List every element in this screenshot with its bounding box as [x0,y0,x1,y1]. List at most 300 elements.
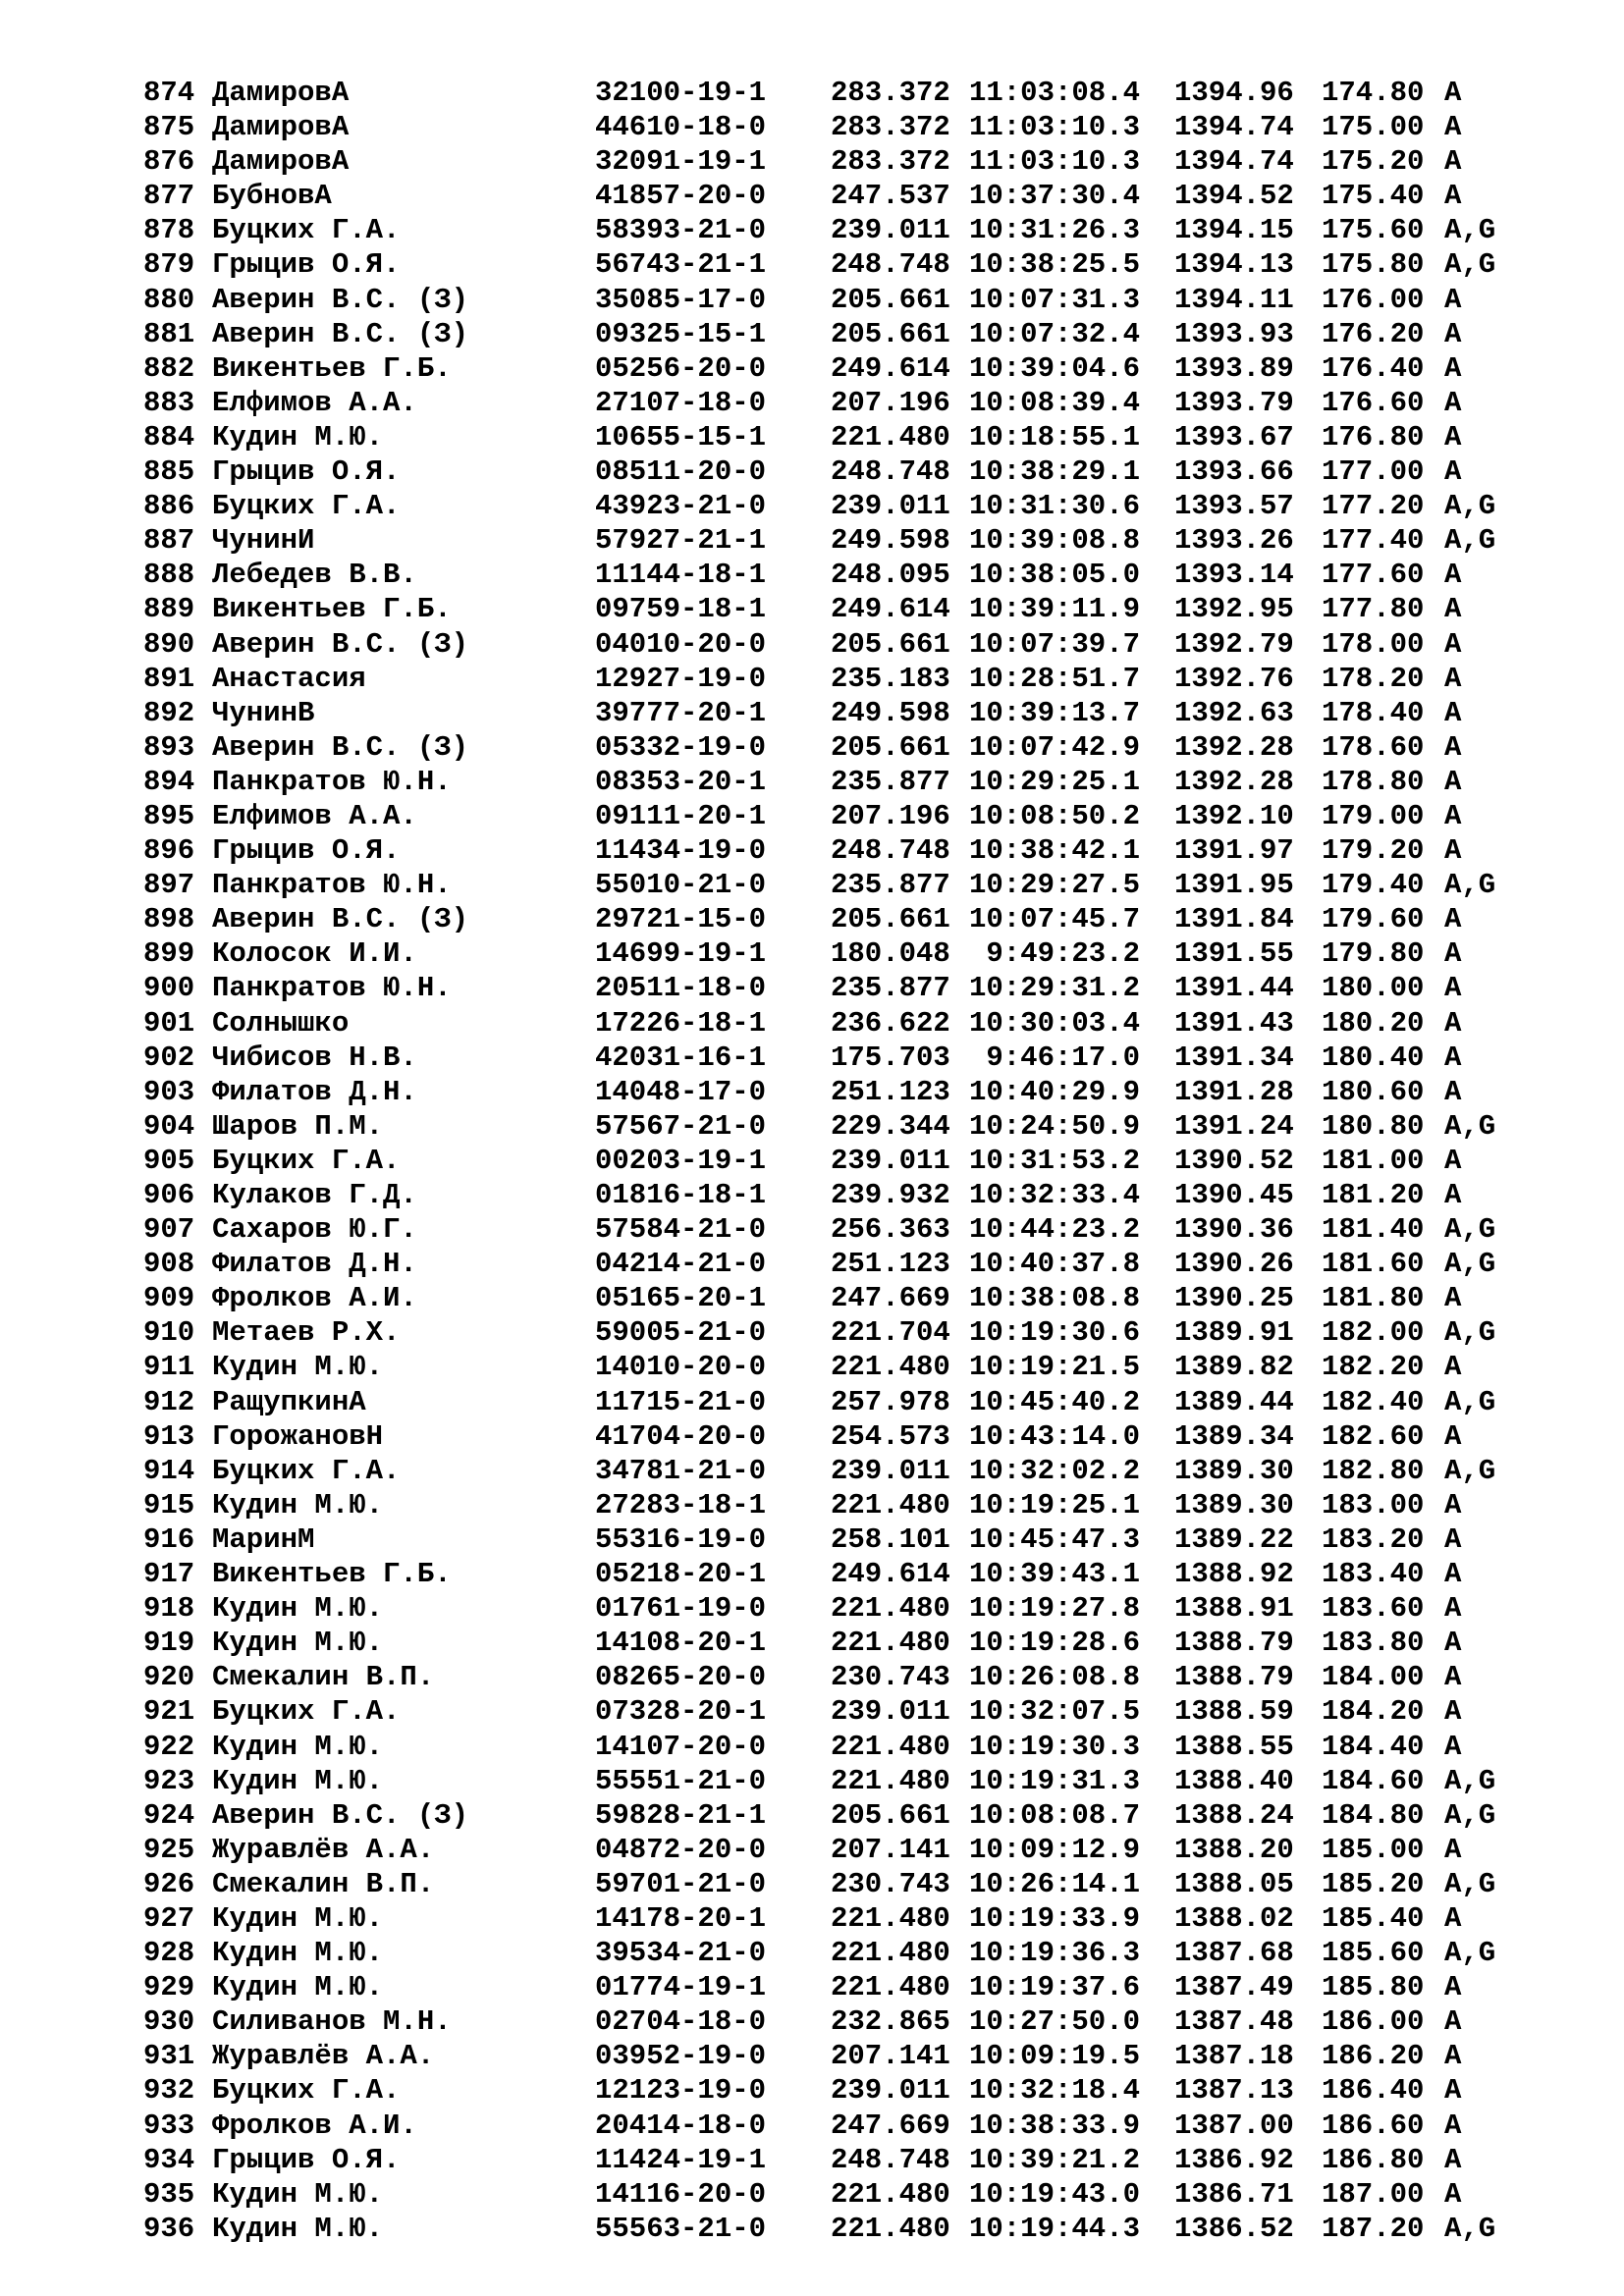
value-column-3: 181.00 [1322,1144,1425,1177]
participant-name: ДамировА [212,145,350,179]
table-row [143,317,1538,351]
record-id: 05218-20-1 [595,1558,767,1591]
flag-value: A [1444,559,1462,592]
table-row [143,1075,1538,1109]
row-number: 879 [143,248,195,282]
participant-name: РащупкинА [212,1385,366,1418]
value-column-1: 235.877 [831,972,950,1005]
table-row [143,1454,1538,1488]
table-row [143,1350,1538,1384]
value-column-2: 1391.97 [1174,834,1294,868]
participant-name: Лебедев В.В. [212,559,417,592]
row-number: 908 [143,1248,195,1281]
value-column-3: 182.60 [1322,1419,1425,1453]
value-column-1: 248.748 [831,455,950,489]
flag-value: A [1444,593,1462,626]
participant-name: Колосок И.И. [212,937,417,971]
value-column-2: 1387.49 [1174,1971,1294,2004]
value-column-2: 1388.91 [1174,1592,1294,1626]
participant-name: Аверин В.С. (З) [212,627,469,661]
value-column-2: 1392.63 [1174,696,1294,729]
row-number: 894 [143,765,195,798]
table-row [143,1730,1538,1764]
flag-value: A [1444,1006,1462,1040]
value-column-1: 236.622 [831,1006,950,1040]
record-id: 17226-18-1 [595,1006,767,1040]
record-id: 01816-18-1 [595,1179,767,1211]
time-value: 10:39:13.7 [968,696,1140,729]
value-column-1: 205.661 [831,1798,950,1832]
record-id: 05332-19-0 [595,730,767,764]
time-value: 10:30:03.4 [968,1006,1140,1040]
value-column-2: 1388.55 [1174,1730,1294,1763]
time-value: 10:43:14.0 [968,1419,1140,1453]
flag-value: A [1444,903,1462,936]
participant-name: ДамировА [212,111,350,144]
time-value: 10:38:42.1 [968,834,1140,868]
value-column-2: 1393.26 [1174,524,1294,558]
participant-name: Кудин М.Ю. [212,2177,384,2211]
value-column-1: 229.344 [831,1109,950,1143]
table-row [143,627,1538,662]
value-column-2: 1393.66 [1174,455,1294,489]
participant-name: Анастасия [212,662,366,695]
participant-name: Кудин М.Ю. [212,1351,384,1384]
participant-name: Смекалин В.П. [212,1661,435,1694]
time-value: 10:31:53.2 [968,1144,1140,1177]
record-id: 27107-18-0 [595,386,767,419]
time-value: 10:19:33.9 [968,1901,1140,1935]
value-column-1: 205.661 [831,317,950,350]
value-column-3: 174.80 [1322,77,1425,109]
value-column-3: 185.80 [1322,1971,1425,2004]
value-column-1: 221.480 [831,1488,950,1522]
participant-name: ЧунинВ [212,696,315,729]
value-column-2: 1391.28 [1174,1075,1294,1108]
value-column-2: 1392.95 [1174,593,1294,626]
flag-value: A [1444,1592,1462,1626]
record-id: 14178-20-1 [595,1901,767,1935]
value-column-3: 185.40 [1322,1901,1425,1935]
value-column-2: 1389.44 [1174,1385,1294,1418]
table-row [143,2177,1538,2212]
value-column-1: 230.743 [831,1867,950,1900]
value-column-1: 207.196 [831,799,950,832]
value-column-3: 179.80 [1322,937,1425,971]
participant-name: Викентьев Г.Б. [212,593,452,626]
value-column-3: 186.60 [1322,2109,1425,2142]
participant-name: Аверин В.С. (З) [212,1798,469,1832]
time-value: 10:32:02.2 [968,1454,1140,1487]
row-number: 934 [143,2143,195,2176]
value-column-1: 248.748 [831,2143,950,2176]
value-column-1: 235.183 [831,662,950,695]
record-id: 14048-17-0 [595,1075,767,1108]
row-number: 935 [143,2177,195,2211]
time-value: 10:19:27.8 [968,1592,1140,1626]
value-column-3: 178.60 [1322,730,1425,764]
time-value: 10:32:33.4 [968,1179,1140,1211]
flag-value: A,G [1444,1385,1496,1418]
value-column-1: 205.661 [831,627,950,661]
time-value: 10:26:08.8 [968,1661,1140,1694]
time-value: 10:44:23.2 [968,1213,1140,1247]
value-column-2: 1392.28 [1174,765,1294,798]
row-number: 920 [143,1661,195,1694]
row-number: 881 [143,317,195,350]
value-column-2: 1387.48 [1174,2005,1294,2039]
value-column-3: 183.80 [1322,1627,1425,1660]
row-number: 922 [143,1730,195,1763]
time-value: 10:19:36.3 [968,1937,1140,1970]
results-listing [143,76,1538,2246]
value-column-1: 239.932 [831,1179,950,1211]
value-column-3: 175.60 [1322,214,1425,247]
value-column-3: 177.20 [1322,490,1425,523]
record-id: 12123-19-0 [595,2074,767,2108]
table-row [143,1385,1538,1419]
time-value: 9:49:23.2 [986,937,1140,971]
value-column-2: 1390.45 [1174,1179,1294,1211]
value-column-3: 176.20 [1322,317,1425,350]
flag-value: A [1444,1558,1462,1591]
value-column-1: 205.661 [831,903,950,936]
row-number: 904 [143,1109,195,1143]
time-value: 10:07:32.4 [968,317,1140,350]
value-column-3: 180.60 [1322,1075,1425,1108]
flag-value: A [1444,420,1462,454]
row-number: 913 [143,1419,195,1453]
table-row [143,213,1538,247]
table-row [143,1833,1538,1867]
participant-name: ДамировА [212,77,350,109]
record-id: 08353-20-1 [595,765,767,798]
value-column-1: 247.669 [831,1282,950,1315]
record-id: 11715-21-0 [595,1385,767,1418]
value-column-3: 178.20 [1322,662,1425,695]
row-number: 919 [143,1627,195,1660]
value-column-3: 178.80 [1322,765,1425,798]
value-column-2: 1389.34 [1174,1419,1294,1453]
flag-value: A [1444,1075,1462,1108]
participant-name: Филатов Д.Н. [212,1075,417,1108]
table-row [143,799,1538,833]
value-column-3: 186.00 [1322,2005,1425,2039]
value-column-2: 1392.10 [1174,799,1294,832]
value-column-2: 1388.92 [1174,1558,1294,1591]
row-number: 874 [143,77,195,109]
row-number: 918 [143,1592,195,1626]
row-number: 928 [143,1937,195,1970]
time-value: 10:45:47.3 [968,1522,1140,1556]
value-column-2: 1391.44 [1174,972,1294,1005]
row-number: 888 [143,559,195,592]
value-column-1: 251.123 [831,1075,950,1108]
record-id: 11424-19-1 [595,2143,767,2176]
participant-name: Кудин М.Ю. [212,1592,384,1626]
value-column-1: 205.661 [831,730,950,764]
participant-name: Грыцив О.Я. [212,834,401,868]
table-row [143,110,1538,144]
table-row [143,765,1538,799]
record-id: 57927-21-1 [595,524,767,558]
participant-name: Буцких Г.А. [212,1454,401,1487]
table-row [143,558,1538,592]
value-column-1: 283.372 [831,145,950,179]
value-column-3: 177.80 [1322,593,1425,626]
value-column-3: 187.20 [1322,2212,1425,2245]
row-number: 924 [143,1798,195,1832]
time-value: 10:38:25.5 [968,248,1140,282]
value-column-1: 239.011 [831,490,950,523]
value-column-2: 1393.89 [1174,351,1294,385]
time-value: 10:32:18.4 [968,2074,1140,2108]
table-row [143,351,1538,386]
record-id: 14108-20-1 [595,1627,767,1660]
flag-value: A,G [1444,1454,1496,1487]
flag-value: A,G [1444,1764,1496,1797]
value-column-1: 249.614 [831,351,950,385]
time-value: 10:29:25.1 [968,765,1140,798]
participant-name: Метаев Р.Х. [212,1316,401,1350]
value-column-2: 1394.96 [1174,77,1294,109]
value-column-3: 183.40 [1322,1558,1425,1591]
value-column-1: 254.573 [831,1419,950,1453]
table-row [143,696,1538,730]
table-row [143,902,1538,936]
value-column-1: 239.011 [831,1144,950,1177]
time-value: 10:19:37.6 [968,1971,1140,2004]
table-row [143,662,1538,696]
flag-value: A [1444,77,1462,109]
row-number: 917 [143,1558,195,1591]
row-number: 903 [143,1075,195,1108]
participant-name: Викентьев Г.Б. [212,351,452,385]
table-row [143,386,1538,420]
row-number: 914 [143,1454,195,1487]
participant-name: Грыцив О.Я. [212,455,401,489]
value-column-2: 1394.74 [1174,145,1294,179]
row-number: 930 [143,2005,195,2039]
value-column-3: 175.80 [1322,248,1425,282]
flag-value: A [1444,1901,1462,1935]
participant-name: Буцких Г.А. [212,214,401,247]
value-column-3: 181.60 [1322,1248,1425,1281]
record-id: 56743-21-1 [595,248,767,282]
table-row [143,1212,1538,1247]
value-column-2: 1389.30 [1174,1454,1294,1487]
value-column-1: 249.598 [831,696,950,729]
row-number: 896 [143,834,195,868]
value-column-2: 1392.76 [1174,662,1294,695]
table-row [143,1488,1538,1522]
time-value: 10:18:55.1 [968,420,1140,454]
participant-name: Кудин М.Ю. [212,1971,384,2004]
value-column-1: 248.748 [831,248,950,282]
value-column-3: 180.80 [1322,1109,1425,1143]
participant-name: Кудин М.Ю. [212,1488,384,1522]
value-column-2: 1387.68 [1174,1937,1294,1970]
value-column-1: 251.123 [831,1248,950,1281]
participant-name: Аверин В.С. (З) [212,903,469,936]
value-column-1: 221.480 [831,2212,950,2245]
table-row [143,936,1538,971]
time-value: 10:26:14.1 [968,1867,1140,1900]
table-row [143,454,1538,489]
row-number: 931 [143,2040,195,2073]
flag-value: A [1444,1351,1462,1384]
value-column-1: 258.101 [831,1522,950,1556]
table-row [143,730,1538,765]
value-column-3: 176.00 [1322,283,1425,316]
table-row [143,283,1538,317]
value-column-2: 1388.20 [1174,1833,1294,1866]
time-value: 10:38:29.1 [968,455,1140,489]
row-number: 899 [143,937,195,971]
flag-value: A [1444,1179,1462,1211]
value-column-2: 1390.36 [1174,1213,1294,1247]
record-id: 32091-19-1 [595,145,767,179]
value-column-1: 257.978 [831,1385,950,1418]
table-row [143,1419,1538,1454]
table-row [143,2143,1538,2177]
value-column-2: 1393.79 [1174,386,1294,419]
record-id: 55316-19-0 [595,1522,767,1556]
record-id: 41704-20-0 [595,1419,767,1453]
record-id: 44610-18-0 [595,111,767,144]
flag-value: A [1444,730,1462,764]
flag-value: A,G [1444,214,1496,247]
participant-name: Кудин М.Ю. [212,1937,384,1970]
value-column-1: 239.011 [831,1454,950,1487]
row-number: 916 [143,1522,195,1556]
row-number: 932 [143,2074,195,2108]
time-value: 10:28:51.7 [968,662,1140,695]
value-column-1: 249.598 [831,524,950,558]
value-column-1: 221.480 [831,2177,950,2211]
record-id: 02704-18-0 [595,2005,767,2039]
value-column-2: 1391.43 [1174,1006,1294,1040]
row-number: 910 [143,1316,195,1350]
record-id: 32100-19-1 [595,77,767,109]
value-column-3: 183.20 [1322,1522,1425,1556]
row-number: 895 [143,799,195,832]
row-number: 906 [143,1179,195,1211]
participant-name: Панкратов Ю.Н. [212,869,452,902]
table-row [143,1936,1538,1970]
row-number: 897 [143,869,195,902]
value-column-2: 1394.13 [1174,248,1294,282]
participant-name: Елфимов А.А. [212,386,417,419]
value-column-3: 185.60 [1322,1937,1425,1970]
value-column-2: 1393.93 [1174,317,1294,350]
table-row [143,1247,1538,1281]
participant-name: Фролков А.И. [212,2109,417,2142]
flag-value: A,G [1444,1867,1496,1900]
record-id: 09111-20-1 [595,799,767,832]
record-id: 01774-19-1 [595,1971,767,2004]
flag-value: A [1444,2005,1462,2039]
row-number: 875 [143,111,195,144]
value-column-2: 1390.52 [1174,1144,1294,1177]
value-column-2: 1388.24 [1174,1798,1294,1832]
value-column-1: 221.480 [831,1592,950,1626]
participant-name: Смекалин В.П. [212,1867,435,1900]
table-row [143,1901,1538,1936]
row-number: 929 [143,1971,195,2004]
table-row [143,1109,1538,1144]
row-number: 886 [143,490,195,523]
participant-name: Викентьев Г.Б. [212,1558,452,1591]
row-number: 898 [143,903,195,936]
record-id: 43923-21-0 [595,490,767,523]
participant-name: БубновА [212,180,332,213]
participant-name: Елфимов А.А. [212,799,417,832]
time-value: 10:31:30.6 [968,490,1140,523]
record-id: 11144-18-1 [595,559,767,592]
value-column-2: 1389.30 [1174,1488,1294,1522]
flag-value: A [1444,972,1462,1005]
record-id: 20511-18-0 [595,972,767,1005]
value-column-3: 186.20 [1322,2040,1425,2073]
flag-value: A [1444,799,1462,832]
value-column-2: 1391.95 [1174,869,1294,902]
time-value: 10:40:37.8 [968,1248,1140,1281]
value-column-1: 248.748 [831,834,950,868]
value-column-2: 1394.11 [1174,283,1294,316]
flag-value: A [1444,834,1462,868]
table-row [143,489,1538,523]
time-value: 10:07:42.9 [968,730,1140,764]
value-column-2: 1393.57 [1174,490,1294,523]
flag-value: A [1444,627,1462,661]
participant-name: МаринМ [212,1522,315,1556]
value-column-3: 175.20 [1322,145,1425,179]
value-column-1: 205.661 [831,283,950,316]
table-row [143,179,1538,213]
value-column-3: 176.80 [1322,420,1425,454]
flag-value: A,G [1444,2212,1496,2245]
time-value: 10:09:19.5 [968,2040,1140,2073]
row-number: 878 [143,214,195,247]
participant-name: Кудин М.Ю. [212,1764,384,1797]
flag-value: A [1444,386,1462,419]
row-number: 893 [143,730,195,764]
table-row [143,1281,1538,1315]
value-column-2: 1386.71 [1174,2177,1294,2211]
value-column-2: 1391.84 [1174,903,1294,936]
value-column-2: 1388.40 [1174,1764,1294,1797]
flag-value: A [1444,765,1462,798]
value-column-1: 235.877 [831,765,950,798]
time-value: 10:39:43.1 [968,1558,1140,1591]
value-column-3: 182.40 [1322,1385,1425,1418]
value-column-3: 181.40 [1322,1213,1425,1247]
value-column-1: 239.011 [831,2074,950,2108]
record-id: 08511-20-0 [595,455,767,489]
value-column-1: 239.011 [831,1695,950,1729]
value-column-2: 1392.79 [1174,627,1294,661]
value-column-1: 283.372 [831,111,950,144]
value-column-2: 1393.14 [1174,559,1294,592]
time-value: 10:19:43.0 [968,2177,1140,2211]
flag-value: A [1444,2109,1462,2142]
value-column-3: 184.60 [1322,1764,1425,1797]
record-id: 04010-20-0 [595,627,767,661]
value-column-3: 176.60 [1322,386,1425,419]
participant-name: Панкратов Ю.Н. [212,972,452,1005]
value-column-3: 177.60 [1322,559,1425,592]
